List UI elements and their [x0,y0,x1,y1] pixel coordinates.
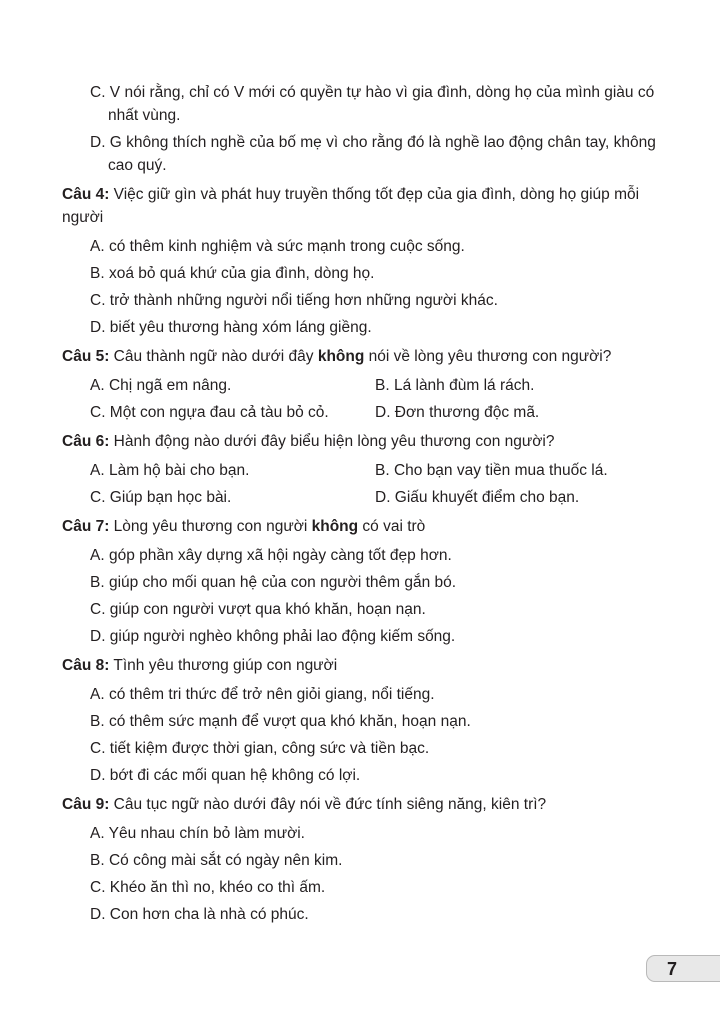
question-text-end: có vai trò [358,518,426,535]
question-text: Tình yêu thương giúp con người [109,657,338,674]
answer-option: D. Đơn thương độc mã. [375,404,540,421]
question-label: Câu 7: [62,518,110,535]
answer-option-text: A. có thêm tri thức để trở nên giỏi giang, nổi tiếng. [90,686,435,703]
answer-option: D. Giấu khuyết điểm cho bạn. [375,489,580,506]
question-label: Câu 5: [62,348,110,365]
answer-option [62,131,662,181]
answer-option [62,625,662,652]
page-number: 7 [667,959,678,979]
answer-option [62,262,662,289]
question [62,652,662,683]
question-text: Việc giữ gìn và phát huy truyền thống tốt đẹp của gia đình, dòng họ giúp mỗi người [62,186,640,226]
answer-option: B. Lá lành đùm lá rách. [375,377,535,394]
answer-option-text: C. V nói rằng, chỉ có V mới có quyền tự hào vì gia đình, dòng họ của mình giàu có nhất vùng. [90,84,655,124]
question-label: Câu 6: [62,433,110,450]
question [62,513,662,544]
answer-option [62,710,662,737]
answer-option [62,316,662,343]
answer-option: C. Giúp bạn học bài. [90,489,232,506]
answer-option-text: C. tiết kiệm được thời gian, công sức và tiền bạc. [90,740,430,757]
answer-option-text: B. giúp cho mối quan hệ của con người thêm gắn bó. [90,574,457,591]
answer-option-row [62,374,662,401]
question [62,181,662,235]
answer-option [62,764,662,791]
answer-option-text: D. biết yêu thương hàng xóm láng giềng. [90,319,372,336]
answer-option [62,235,662,262]
answer-option [62,571,662,598]
answer-option-text: C. giúp con người vượt qua khó khăn, hoạn nạn. [90,601,426,618]
question-text: Câu tục ngữ nào dưới đây nói về đức tính siêng năng, kiên trì? [109,796,547,813]
answer-option: A. Làm hộ bài cho bạn. [90,462,250,479]
question-label: Câu 4: [62,186,110,203]
answer-option [62,683,662,710]
answer-option-text: D. giúp người nghèo không phải lao động kiếm sống. [90,628,456,645]
answer-option [62,544,662,571]
answer-option-text: A. có thêm kinh nghiệm và sức mạnh trong cuộc sống. [90,238,465,255]
question-text: Câu thành ngữ nào dưới đây [109,348,318,365]
answer-option-text: D. Con hơn cha là nhà có phúc. [90,906,309,923]
answer-option-row [62,486,662,513]
answer-option-text: D. G không thích nghề của bố mẹ vì cho rằng đó là nghề lao động chân tay, không cao quý. [90,134,656,174]
answer-option-text: A. góp phần xây dựng xã hội ngày càng tốt đẹp hơn. [90,547,452,564]
question [62,791,662,822]
answer-option-text: D. bớt đi các mối quan hệ không có lợi. [90,767,361,784]
question-text: Lòng yêu thương con người [109,518,312,535]
question-emphasis: không [317,348,365,365]
answer-option-text: B. Có công mài sắt có ngày nên kim. [90,852,343,869]
page-number-tab [646,955,720,982]
answer-option-text: C. Khéo ăn thì no, khéo co thì ấm. [90,879,326,896]
answer-option [62,81,662,131]
answer-option [62,876,662,903]
answer-option: C. Một con ngựa đau cả tàu bỏ cỏ. [90,404,329,421]
question-text: Hành động nào dưới đây biểu hiện lòng yêu thương con người? [109,433,555,450]
answer-option-row [62,459,662,486]
answer-option-text: B. xoá bỏ quá khứ của gia đình, dòng họ. [90,265,375,282]
answer-option [62,598,662,625]
answer-option [62,737,662,764]
answer-option-text: C. trở thành những người nổi tiếng hơn những người khác. [90,292,498,309]
answer-option: B. Cho bạn vay tiền mua thuốc lá. [375,462,608,479]
answer-option: A. Chị ngã em nâng. [90,377,232,394]
question-emphasis: không [311,518,359,535]
answer-option [62,903,662,930]
answer-option-text: B. có thêm sức mạnh để vượt qua khó khăn, hoạn nạn. [90,713,471,730]
question-list [62,81,662,930]
answer-option-text: A. Yêu nhau chín bỏ làm mười. [90,825,305,842]
question-label: Câu 9: [62,796,110,813]
question-text-end: nói về lòng yêu thương con người? [364,348,612,365]
question [62,343,662,374]
question-label: Câu 8: [62,657,110,674]
answer-option [62,289,662,316]
answer-option [62,849,662,876]
answer-option-row [62,401,662,428]
question [62,428,662,459]
answer-option [62,822,662,849]
